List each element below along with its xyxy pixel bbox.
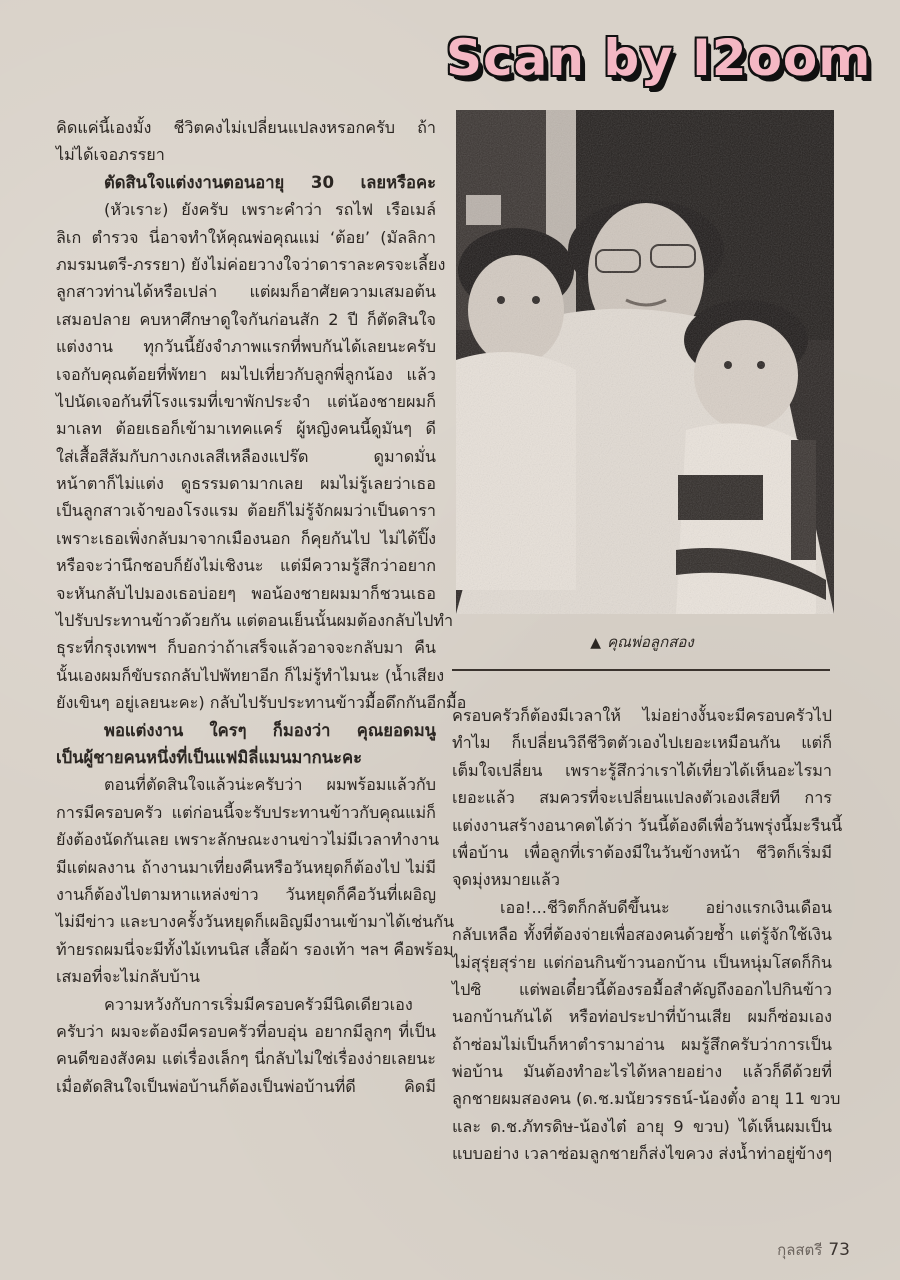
text-line: ไม่สุรุ่ยสุร่าย แต่ก่อนกินข้าวนอกบ้าน เป็นหนุ่มโสดก็กิน (452, 952, 832, 972)
page-footer (777, 1238, 850, 1262)
text-line: งานก็ต้องไปตามหาแหล่งข่าว วันหยุดก็คือวันที่เผอิญ (56, 884, 436, 904)
text-line: ไปรับประทานข้าวด้วยกัน แต่ตอนเย็นนั้นผมต้องกลับไปทำ (56, 611, 454, 631)
text-line: ตอนที่ตัดสินใจแล้วน่ะครับว่า ผมพร้อมแล้วกับ (104, 775, 436, 795)
text-line: ไม่ได้เจอภรรยา (56, 145, 165, 165)
text-line: ความหวังกับการเริ่มมีครอบครัวมีนิดเดียวเอง (104, 994, 413, 1014)
text-line: ยังเขินๆ อยู่เลยนะคะ) กลับไปรับประทานข้าวมื้อดึกกันอีกมื้อ (56, 693, 467, 713)
interview-question: เป็นผู้ชายคนหนึ่งที่เป็นแฟมิลี่แมนมากนะคะ (56, 747, 362, 767)
text-line: หน้าตาก็ไม่แต่ง ดูธรรมดามากเลย ผมไม่รู้เลยว่าเธอ (56, 474, 436, 494)
left-text-column (56, 114, 467, 1100)
text-line: เออ!...ชีวิตก็กลับดีขึ้นนะ อย่างแรกเงินเดือน (500, 897, 832, 917)
text-line: ทำไม ก็เปลี่ยนวิถีชีวิตตัวเองไปเยอะเหมือนกัน แต่ก็ (452, 733, 832, 753)
text-line: มาเลท ต้อยเธอก็เข้ามาเทคแคร์ ผู้หญิงคนนี้ดูมันๆ ดี (56, 419, 436, 439)
text-line: ภมรมนตรี-ภรรยา) ยังไม่ค่อยวางใจว่าดาราละครจะเลี้ยง (56, 254, 446, 274)
text-line: ท้ายรถผมนี่จะมีทั้งไม้เทนนิส เสื้อผ้า รองเท้า ฯลฯ คือพร้อม (56, 939, 454, 959)
photo-illustration (456, 110, 834, 614)
text-line: ยังต้องนัดกันเลย เพราะลักษณะงานข่าวไม่มีเวลาทำงาน (56, 830, 440, 850)
caption-text: คุณพ่อลูกสอง (607, 633, 694, 651)
page-number: 73 (828, 1240, 850, 1260)
text-line: ไม่มีข่าว และบางครั้งวันหยุดก็เผอิญมีงานเข้ามาได้เช่นกัน (56, 912, 455, 932)
text-line: กลับเหลือ ทั้งที่ต้องจ่ายเพื่อสองคนด้วยซ้ำ แต่รู้จักใช้เงิน (452, 925, 832, 945)
text-line: แต่งงานสร้างอนาคตได้ว่า วันนี้ต้องดีเพื่อวันพรุ่งนี้มะรืนนี้ (452, 815, 843, 835)
text-line: เจอกับคุณต้อยที่พัทยา ผมไปเที่ยวกับลูกพี่ลูกน้อง แล้ว (56, 364, 436, 384)
magazine-name: กุลสตรี (777, 1241, 823, 1259)
text-line: คิดแค่นี้เองมั้ง ชีวิตคงไม่เปลี่ยนแปลงหรอกครับ ถ้า (56, 118, 436, 137)
text-line: ไปนัดเจอกันที่โรงแรมที่เขาพักประจำ แต่น้องชายผมก็ (56, 391, 436, 411)
interview-question: พอแต่งงาน ใครๆ ก็มองว่า คุณยอดมนู (104, 720, 436, 740)
photo-caption (452, 630, 832, 654)
text-line: ใส่เสื้อสีส้มกับกางเกงเลสีเหลืองแปร๊ด ดูมาดมั่น (56, 446, 436, 466)
text-line: พ่อบ้าน มันต้องทำอะไรได้หลายอย่าง แล้วก็ดีด้วยที่ (452, 1062, 832, 1082)
text-line: การมีครอบครัว แต่ก่อนนี้จะรับประทานข้าวกับคุณแม่ก็ (56, 802, 436, 822)
text-line: (หัวเราะ) ยังครับ เพราะคำว่า รถไฟ เรือเมล์ (104, 200, 436, 220)
text-line: ลูกสาวท่านได้หรือเปล่า แต่ผมก็อาศัยความเสมอต้น (56, 282, 436, 302)
text-line: ลิเก ตำรวจ นี่อาจทำให้คุณพ่อคุณแม่ ‘ต้อย’ (มัลลิกา (56, 227, 436, 247)
text-line: ไปซิ แต่พอเดี๋ยวนี้ต้องรอมื้อสำคัญถึงออกไปกินข้าว (452, 979, 832, 999)
text-line: และ ด.ช.ภัทรดิษ-น้องไต๋ อายุ 9 ขวบ) ได้เห็นผมเป็น (452, 1116, 832, 1136)
text-line: คนดีของสังคม แต่เรื่องเล็กๆ นี่กลับไม่ใช่เรื่องง่ายเลยนะ (56, 1049, 436, 1069)
text-line: เมื่อตัดสินใจเป็นพ่อบ้านก็ต้องเป็นพ่อบ้านที่ดี คิดมี (56, 1076, 436, 1096)
text-line: ครอบครัวก็ต้องมีเวลาให้ ไม่อย่างงั้นจะมีครอบครัวไป (452, 706, 832, 725)
text-line: หรือจะว่านึกชอบก็ยังไม่เชิงนะ แต่มีความรู้สึกว่าอยาก (56, 556, 436, 576)
scan-watermark: Scan by I2oom (446, 29, 872, 87)
caption-divider (452, 669, 830, 671)
text-line: เยอะแล้ว สมควรที่จะเปลี่ยนแปลงตัวเองเสียที การ (452, 788, 832, 808)
text-line: ลูกชายผมสองคน (ด.ช.มนัยวรรธน์-น้องตั๋ง อายุ 11 ขวบ (452, 1089, 841, 1109)
text-line: เสมอที่จะไม่กลับบ้าน (56, 967, 200, 987)
interview-question: ตัดสินใจแต่งงานตอนอายุ 30 เลยหรือคะ (104, 172, 436, 192)
text-line: จะหันกลับไปมองเธอบ่อยๆ พอน้องชายผมมาก็ชวนเธอ (56, 583, 436, 603)
text-line: แต่งงาน ทุกวันนี้ยังจำภาพแรกที่พบกันได้เลยนะครับ (56, 337, 436, 357)
text-line: มีแต่ผลงาน ถ้างานมาเที่ยงคืนหรือวันหยุดก็ต้องไป ไม่มี (56, 857, 436, 877)
text-line: ธุระที่กรุงเทพฯ ก็บอกว่าถ้าเสร็จแล้วอาจจะกลับมา คืน (56, 638, 436, 658)
text-line: นอกบ้านกันได้ หรือท่อประปาที่บ้านเสีย ผมก็ซ่อมเอง (452, 1007, 832, 1027)
text-line: แบบอย่าง เวลาซ่อมลูกชายก็ส่งไขควง ส่งน้ำท่าอยู่ข้างๆ (452, 1144, 833, 1164)
text-line: นั้นเองผมก็ขับรถกลับไปพัทยาอีก ก็ไม่รู้ทำไมนะ (น้ำเสียง (56, 665, 445, 685)
text-line: เพื่อบ้าน เพื่อลูกที่เราต้องมีในวันข้างหน้า ชีวิตก็เริ่มมี (452, 842, 832, 862)
text-line: ถ้าซ่อมไม่เป็นก็หาตำรามาอ่าน ผมรู้สึกครับว่าการเป็น (452, 1034, 832, 1054)
family-photo (456, 110, 834, 614)
text-line: เพราะเธอเพิ่งกลับมาจากเมืองนอก ก็คุยกันไป ไม่ได้ปิ๊ง (56, 528, 436, 548)
text-line: เต็มใจเปลี่ยน เพราะรู้สึกว่าเราได้เที่ยวได้เห็นอะไรมา (452, 760, 832, 780)
right-text-column (452, 702, 843, 1168)
text-line: เป็นลูกสาวเจ้าของโรงแรม ต้อยก็ไม่รู้จักผมว่าเป็นดารา (56, 501, 436, 521)
text-line: จุดมุ่งหมายแล้ว (452, 870, 560, 890)
text-line: ครับว่า ผมจะต้องมีครอบครัวที่อบอุ่น อยากมีลูกๆ ที่เป็น (56, 1021, 436, 1041)
triangle-marker-icon: ▲ (590, 635, 602, 651)
text-line: เสมอปลาย คบหาศึกษาดูใจกันก่อนสัก 2 ปี ก็ตัดสินใจ (56, 309, 436, 329)
